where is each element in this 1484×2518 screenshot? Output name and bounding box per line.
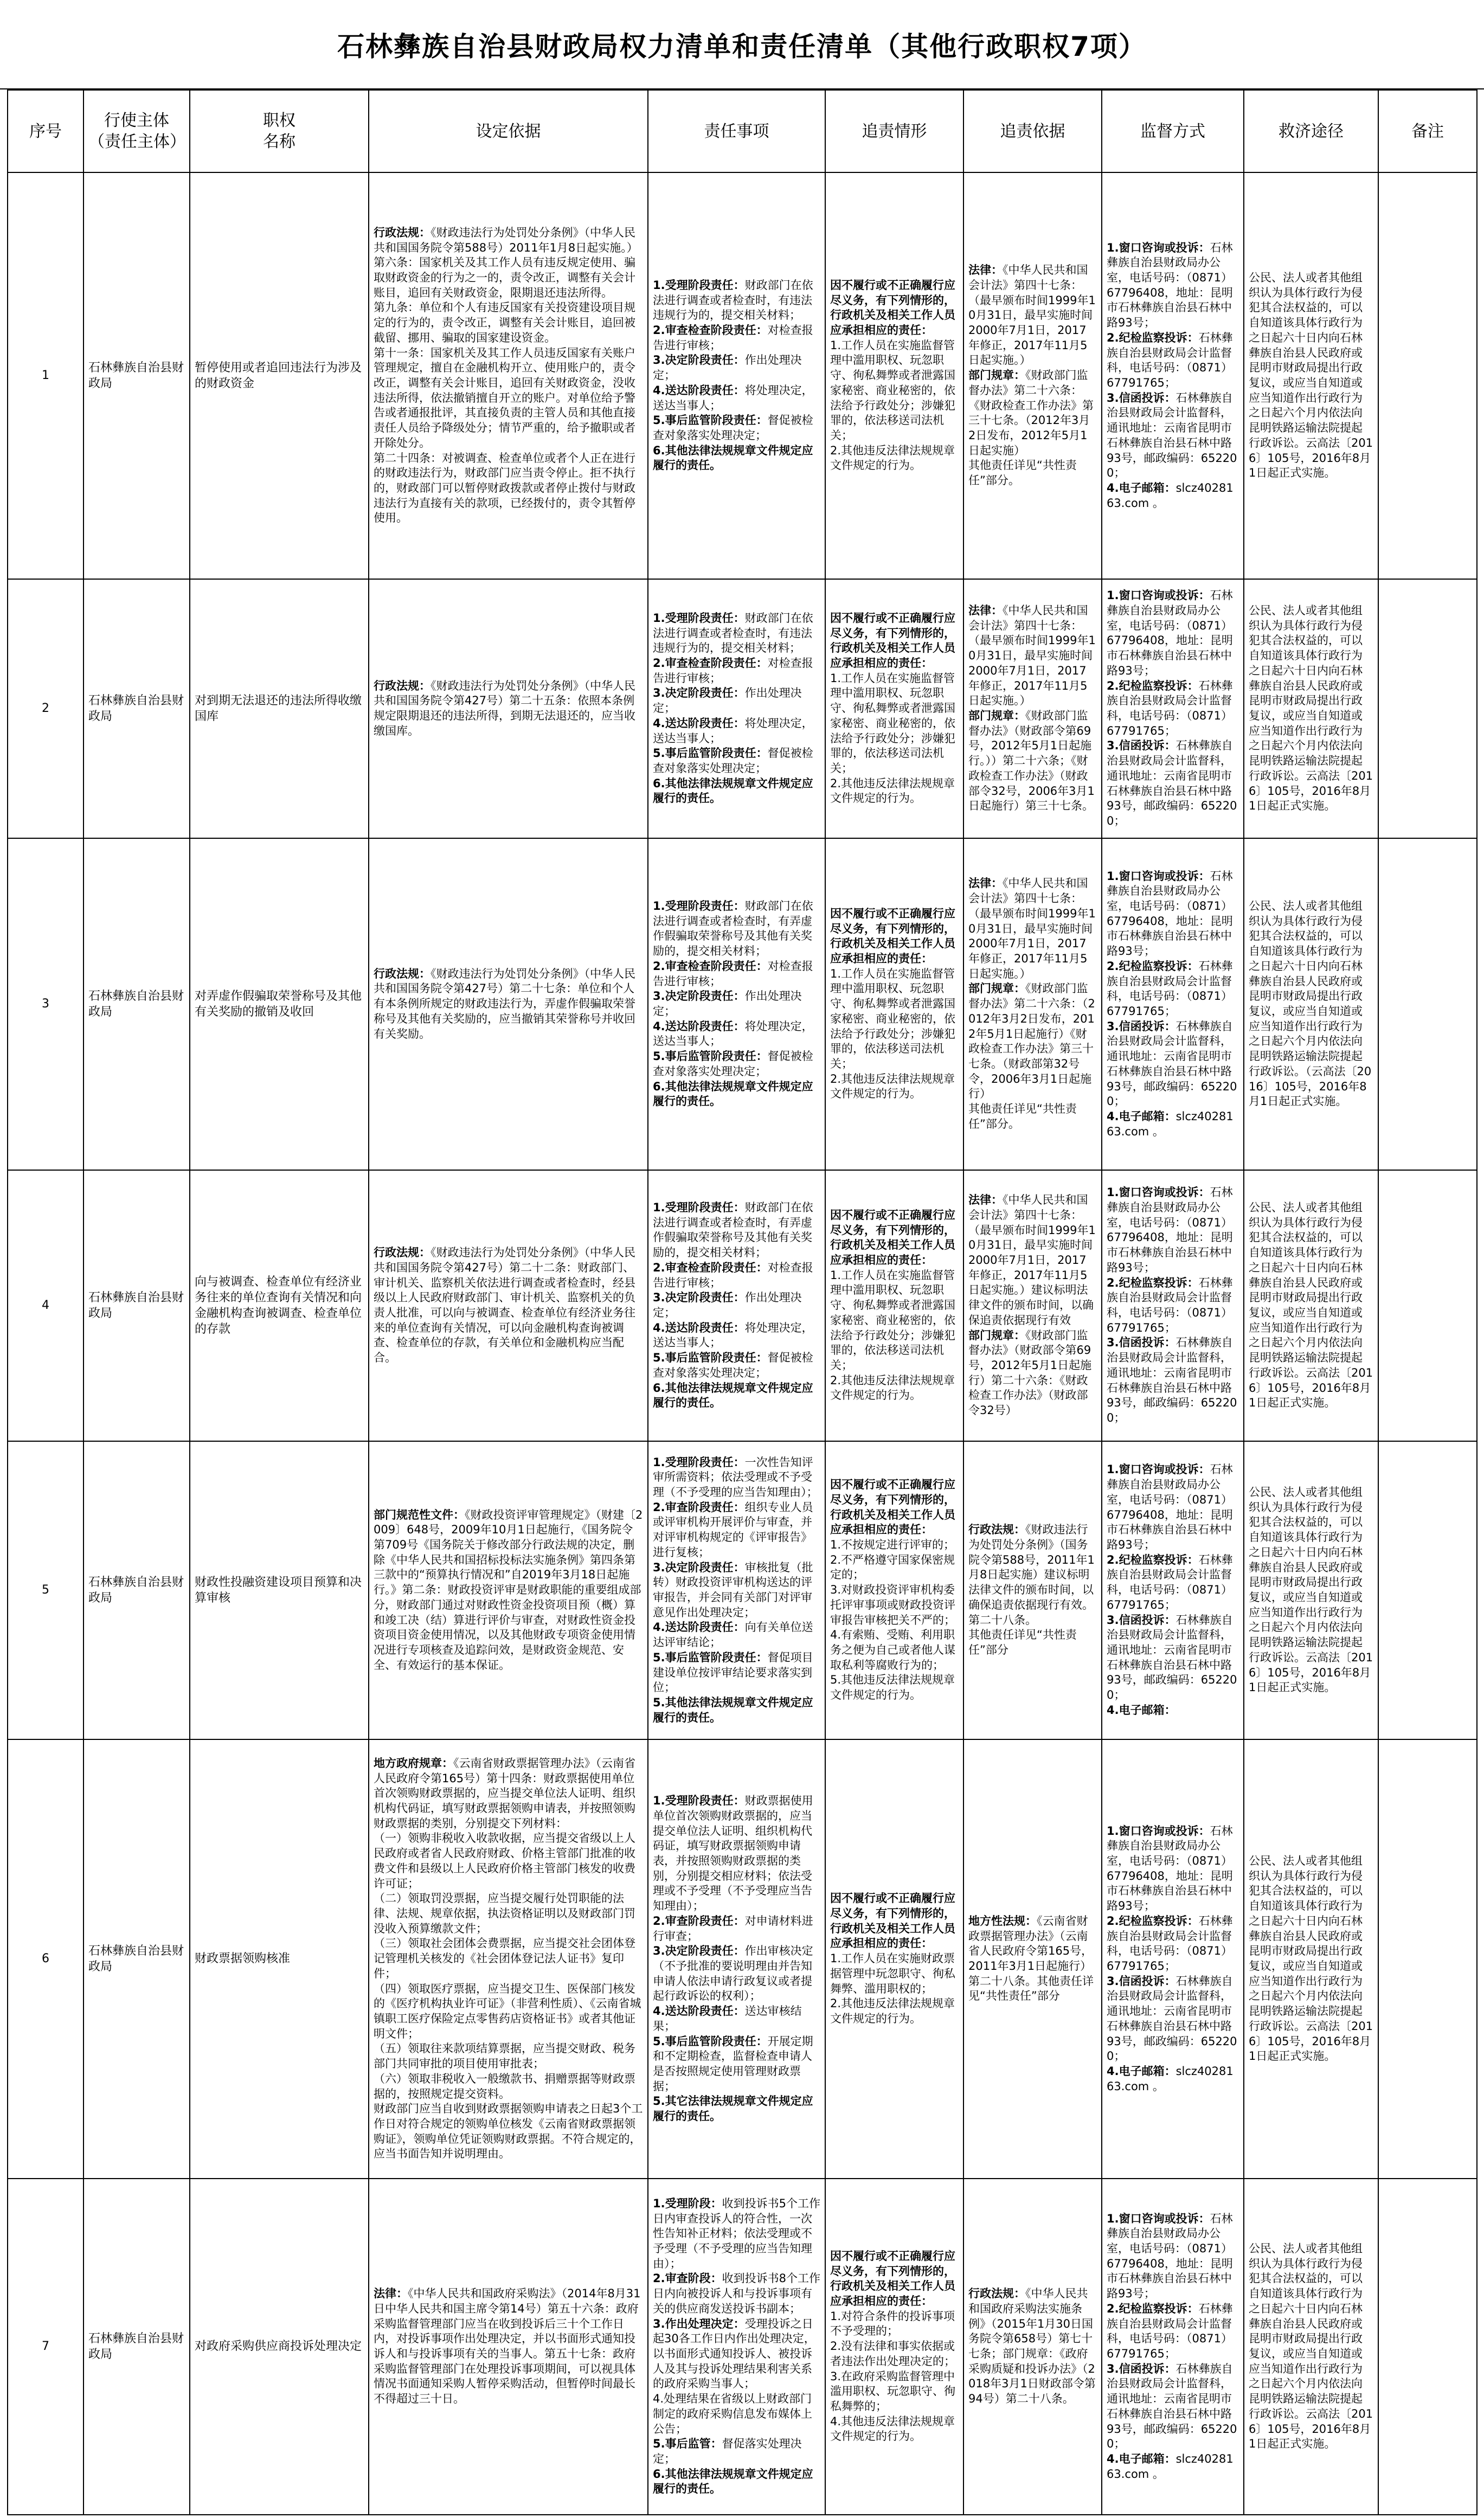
row-accountability-basis-line: 部门规章：《财政部门监督办法》第二十六条：（2012年3月2日发布，2012年5月1日起施行）《财政检查工作办法》第三十七条。（财政部第32号令，2006年3月1日起施行）: [968, 982, 1095, 1101]
row-remedy-line: 公民、法人或者其他组织认为具体行政行为侵犯其合法权益的，可以自知道该具体行政行为之日起六十日内向石林彝族自治县人民政府或昆明市财政局提出行政复议，或应当自知道或应当知道作出行政行为之日起六个月内依法向昆明铁路运输法院提起行政诉讼。云高法〔2016〕105号，2016年8月1日起正式实施。: [1249, 603, 1373, 813]
row-accountability-case-line: 2.其他违反法律法规规章文件规定的行为。: [830, 776, 955, 805]
row-remedy-line: 公民、法人或者其他组织认为具体行政行为侵犯其合法权益的，可以自知道该具体行政行为之日起六十日内向石林彝族自治县人民政府或昆明市财政局提出行政复议，或应当自知道或应当知道作出行政行为之日起六个月内依法向昆明铁路运输法院提起行政诉讼。云高法〔2016〕105号，2016年8月1日起正式实施。: [1249, 1200, 1373, 1410]
row-supervision-line: 3.信函投诉：石林彝族自治县财政局会计监督科，通讯地址：云南省昆明市石林彝族自治县石林中路93号，邮政编码：652200；: [1107, 391, 1237, 480]
row-basis: [369, 579, 648, 838]
row-supervision-line: 3.信函投诉：石林彝族自治县财政局会计监督科，通讯地址：云南省昆明市石林彝族自治县石林中路93号，邮政编码：652200；: [1107, 2362, 1237, 2451]
row-accountability-case: [825, 2179, 963, 2515]
row-responsibility-line: 4.送达阶段责任：将处理决定，送达当事人；: [653, 716, 813, 745]
row-supervision: [1102, 1739, 1244, 2179]
row-power-name: 暂停使用或者追回违法行为涉及的财政资金: [190, 172, 369, 579]
row-responsibility-line: 4.送达阶段责任：将处理决定，送达当事人；: [653, 383, 813, 412]
row-responsibility-line: 1.受理阶段责任：财政部门在依法进行调查或者检查时，有违法违规行为的，提交相关材料；: [653, 278, 813, 322]
row-responsibility-line: 4.处理结果在省级以上财政部门制定的政府采购信息发布媒体上公告；: [653, 2392, 812, 2436]
row-subject: 石林彝族自治县财政局: [83, 1739, 190, 2179]
row-accountability-case: [825, 1739, 963, 2179]
row-responsibility-line: 6.其他法律法规规章文件规定应履行的责任。: [653, 776, 813, 805]
row-supervision-line: 2.纪检监察投诉：石林彝族自治县财政局会计监督科，电话号码：（0871）67791765；: [1107, 2302, 1233, 2360]
table-row: [8, 2179, 1477, 2515]
row-responsibility-line: 6.其他法律法规规章文件规定应履行的责任。: [653, 2467, 813, 2496]
row-index: 5: [8, 1441, 83, 1739]
row-responsibility-line: 2.审查检查阶段责任：对检查报告进行审核；: [653, 959, 813, 988]
row-accountability-case-line: 5.其他违反法律法规规章文件规定的行为。: [830, 1673, 955, 1702]
row-supervision-line: 3.信函投诉：石林彝族自治县财政局会计监督科，通讯地址：云南省昆明市石林彝族自治县石林中路93号，邮政编码：652200；: [1107, 1613, 1237, 1702]
row-remark: [1378, 1170, 1477, 1441]
row-power-name: 财政性投融资建设项目预算和决算审核: [190, 1441, 369, 1739]
row-index: 1: [8, 172, 83, 579]
row-accountability-basis-line: 行政法规：《财政违法行为处罚处分条例》（国务院令第588号，2011年1月8日起实施）建议标明法律文件的颁布时间，以确保追责依据现行有效。第二十八条。: [968, 1523, 1095, 1627]
row-supervision-line: 2.纪检监察投诉：石林彝族自治县财政局会计监督科，电话号码：（0871）67791765；: [1107, 959, 1233, 1018]
row-accountability-case: [825, 172, 963, 579]
page-title: 石林彝族自治县财政局权力清单和责任清单（其他行政职权7项）: [0, 0, 1484, 89]
row-responsibility-line: 5.事后监管阶段责任：督促项目建设单位按评审结论要求落实到位；: [653, 1650, 813, 1694]
row-accountability-case-line: 因不履行或不正确履行应尽义务，有下列情形的，行政机关及相关工作人员应承担相应的责任：: [830, 1892, 955, 1950]
row-accountability-basis-line: 地方性法规：《云南省财政票据管理办法》（云南省人民政府令第165号，2011年3月1日起施行）第二十八条。其他责任详见“共性责任”部分: [968, 1914, 1094, 2003]
row-index: 4: [8, 1170, 83, 1441]
row-basis-line: （六）领取非税收入一般缴款书、捐赠票据等财政票据的，按照规定提交资料。: [374, 2072, 635, 2101]
row-remedy: [1244, 2179, 1378, 2515]
row-accountability-basis-line: 行政法规：《中华人民共和国政府采购法实施条例》（2015年1月30日国务院令第658号）第七十七条；部门规章：《政府采购质疑和投诉办法》（2018年3月1日财政部令第94号）第二十八条。: [968, 2287, 1096, 2406]
row-supervision: [1102, 1441, 1244, 1739]
row-index: 2: [8, 579, 83, 838]
header-row: [8, 90, 1477, 172]
power-list-table: [7, 89, 1477, 2515]
row-responsibility-line: 5.事后监管阶段责任：督促被检查对象落实处理决定；: [653, 1050, 813, 1078]
row-responsibility: [648, 1739, 825, 2179]
row-supervision-line: 2.纪检监察投诉：石林彝族自治县财政局会计监督科，电话号码：（0871）67791765；: [1107, 1553, 1233, 1611]
row-accountability-basis-line: 部门规章：《财政部门监督办法》（财政部令第69号，2012年5月1日起施行。））第二十六条；《财政检查工作办法》（财政部令32号，2006年3月1日起施行）第三十七条。: [968, 709, 1095, 813]
row-accountability-case-line: 2.其他违反法律法规规章文件规定的行为。: [830, 1997, 955, 2026]
row-accountability-case: [825, 838, 963, 1170]
row-responsibility: [648, 1441, 825, 1739]
row-index: 3: [8, 838, 83, 1170]
row-accountability-basis: [963, 2179, 1102, 2515]
row-basis-line: （四）领取医疗票据，应当提交卫生、医保部门核发的《医疗机构执业许可证》（非营利性质）、《云南省城镇职工医疗保险定点零售药店资格证书》或者其他证明文件；: [374, 1982, 641, 2040]
header-seq: 序号: [8, 90, 83, 172]
row-remark: [1378, 1441, 1477, 1739]
row-remedy: [1244, 1739, 1378, 2179]
row-accountability-case-line: 2.其他违反法律法规规章文件规定的行为。: [830, 1072, 955, 1101]
row-remark: [1378, 1739, 1477, 2179]
row-accountability-case-line: 3.在政府采购监督管理中滥用职权、玩忽职守、徇私舞弊的；: [830, 2369, 955, 2413]
header-remedy: 救济途径: [1244, 90, 1378, 172]
row-accountability-basis: [963, 172, 1102, 579]
row-supervision-line: 1.窗口咨询或投诉：石林彝族自治县财政局办公室，电话号码：（0871）67796408，地址：昆明市石林彝族自治县石林中路93号；: [1107, 1824, 1233, 1913]
row-responsibility-line: 4.送达阶段责任：向有关单位送达评审结论；: [653, 1621, 813, 1649]
row-accountability-basis-line: 其他责任详见“共性责任”部分。: [968, 1102, 1077, 1130]
row-supervision-line: 1.窗口咨询或投诉：石林彝族自治县财政局办公室，电话号码：（0871）67796408，地址：昆明市石林彝族自治县石林中路93号；: [1107, 241, 1233, 330]
row-responsibility-line: 1.受理阶段责任：财政部门在依法进行调查或者检查时，有弄虚作假骗取荣誉称号及其他有关奖励的，提交相关材料；: [653, 899, 813, 958]
row-accountability-case-line: 因不履行或不正确履行应尽义务，有下列情形的，行政机关及相关工作人员应承担相应的责任：: [830, 2249, 955, 2308]
row-accountability-case-line: 因不履行或不正确履行应尽义务，有下列情形的，行政机关及相关工作人员应承担相应的责任：: [830, 611, 955, 670]
row-basis-line: （五）领取往来款项结算票据，应当提交财政、税务部门共同审批的项目使用审批表；: [374, 2042, 635, 2071]
row-power-name: 对弄虚作假骗取荣誉称号及其他有关奖励的撤销及收回: [190, 838, 369, 1170]
row-subject: 石林彝族自治县财政局: [83, 579, 190, 838]
row-accountability-basis-line: 法律：《中华人民共和国会计法》第四十七条：（最早颁布时间1999年10月31日，最早实施时间2000年7月1日，2017年修正，2017年11月5日起实施。）: [968, 877, 1096, 980]
row-accountability-case-line: 因不履行或不正确履行应尽义务，有下列情形的，行政机关及相关工作人员应承担相应的责任：: [830, 278, 955, 337]
row-responsibility-line: 3.作出处理决定：受理投诉之日起30各工作日内作出处理决定，以书面形式通知投诉人、被投诉人及其与投诉处理结果利害关系的政府采购当事人；: [653, 2317, 815, 2391]
row-remedy: [1244, 838, 1378, 1170]
row-responsibility-line: 6.其他法律法规规章文件规定应履行的责任。: [653, 444, 813, 472]
row-responsibility-line: 1.受理阶段责任：一次性告知评审所需资料；依法受理或不予受理（不予受理的应当告知理由）；: [653, 1455, 818, 1499]
row-supervision-line: 1.窗口咨询或投诉：石林彝族自治县财政局办公室，电话号码：（0871）67796408，地址：昆明市石林彝族自治县石林中路93号；: [1107, 1463, 1233, 1551]
row-responsibility-line: 4.送达阶段责任：将处理决定，送达当事人；: [653, 1321, 813, 1350]
header-remark: 备注: [1378, 90, 1477, 172]
row-responsibility: [648, 838, 825, 1170]
row-supervision-line: 2.纪检监察投诉：石林彝族自治县财政局会计监督科，电话号码：（0871）67791765；: [1107, 331, 1233, 389]
row-basis: [369, 2179, 648, 2515]
row-accountability-case: [825, 1441, 963, 1739]
row-responsibility-line: 2.审查检查阶段责任：对检查报告进行审核；: [653, 323, 813, 352]
row-responsibility-line: 1.受理阶段责任：财政部门在依法进行调查或者检查时，有弄虚作假骗取荣誉称号及其他有关奖励的，提交相关材料；: [653, 1200, 813, 1260]
header-power-name: 职权 名称: [190, 90, 369, 172]
row-accountability-case-line: 因不履行或不正确履行应尽义务，有下列情形的，行政机关及相关工作人员应承担相应的责任：: [830, 1478, 955, 1537]
row-remedy: [1244, 172, 1378, 579]
row-basis-line: 行政法规：《财政违法行为处罚处分条例》（中华人民共和国国务院令第588号）2011年1月8日起实施。）第六条：国家机关及其工作人员有违反规定使用、骗取财政资金的行为之一的，责令改正，调整有关会计账目，追回有关财政资金，限期退还违法所得。: [374, 226, 638, 299]
row-accountability-basis: [963, 579, 1102, 838]
row-supervision-line: 1.窗口咨询或投诉：石林彝族自治县财政局办公室，电话号码：（0871）67796408，地址：昆明市石林彝族自治县石林中路93号；: [1107, 589, 1233, 677]
row-supervision-line: 2.纪检监察投诉：石林彝族自治县财政局会计监督科，电话号码：（0871）67791765；: [1107, 1276, 1233, 1334]
row-responsibility-line: 3.决定阶段责任：作出处理决定；: [653, 686, 802, 715]
row-responsibility-line: 1.受理阶段责任：财政部门在依法进行调查或者检查时，有违法违规行为的，提交相关材料；: [653, 611, 813, 655]
row-responsibility-line: 4.送达阶段责任：将处理决定，送达当事人；: [653, 1019, 813, 1048]
row-supervision-line: 1.窗口咨询或投诉：石林彝族自治县财政局办公室，电话号码：（0871）67796408，地址：昆明市石林彝族自治县石林中路93号；: [1107, 1186, 1233, 1274]
row-responsibility-line: 5.事后监管阶段责任：督促被检查对象落实处理决定；: [653, 747, 813, 775]
row-basis: [369, 1441, 648, 1739]
row-responsibility-line: 5.事后监管阶段责任：督促被检查对象落实处理决定；: [653, 1351, 813, 1379]
row-supervision-line: 4.电子邮箱：slcz4028163.com 。: [1107, 2065, 1234, 2093]
row-accountability-case-line: 1.工作人员在实施监督管理中滥用职权、玩忽职守、徇私舞弊或者泄露国家秘密、商业秘密的，依法给予行政处分；涉嫌犯罪的，依法移送司法机关；: [830, 671, 955, 775]
row-responsibility-line: 2.审查阶段责任：组织专业人员或评审机构开展评价与审查，并对评审机构规定的《评审报告》进行复核；: [653, 1500, 813, 1559]
row-supervision-line: 4.电子邮箱：slcz4028163.com 。: [1107, 481, 1234, 510]
row-supervision-line: 2.纪检监察投诉：石林彝族自治县财政局会计监督科，电话号码：（0871）67791765；: [1107, 679, 1233, 737]
row-responsibility-line: 2.审查阶段：收到投诉书8个工作日内向被投诉人和与投诉事项有关的供应商发送投诉书副本；: [653, 2272, 820, 2315]
row-accountability-basis-line: 法律：《中华人民共和国会计法》第四十七条：（最早颁布时间1999年10月31日，最早实施时间2000年7月1日，2017年修正，2017年11月5日起实施。）: [968, 603, 1096, 708]
table-row: [8, 838, 1477, 1170]
row-responsibility-line: 5.其它法律法规规章文件规定应履行的责任。: [653, 2095, 813, 2123]
row-power-name: 向与被调查、检查单位有经济业务往来的单位查询有关情况和向金融机构查询被调查、检查单位的存款: [190, 1170, 369, 1441]
row-power-name: 对政府采购供应商投诉处理决定: [190, 2179, 369, 2515]
row-basis-line: 行政法规：《财政违法行为处罚处分条例》（中华人民共和国国务院令第427号）第二十五条：依照本条例规定限期退还的违法所得，到期无法退还的，应当收缴国库。: [374, 679, 635, 737]
row-remedy: [1244, 579, 1378, 838]
row-index: 7: [8, 2179, 83, 2515]
row-accountability-case-line: 2.其他违反法律法规规章文件规定的行为。: [830, 444, 955, 472]
row-accountability-case-line: 3.对财政投资评审机构委托评审事项或财政投资评审报告审核把关不严的；: [830, 1583, 955, 1627]
row-responsibility-line: 2.审查检查阶段责任：对检查报告进行审核；: [653, 656, 813, 685]
row-remedy-line: 公民、法人或者其他组织认为具体行政行为侵犯其合法权益的，可以自知道该具体行政行为之日起六十日内向石林彝族自治县人民政府或昆明市财政局提出行政复议，或应当自知道或应当知道作出行政行为之日起六个月内依法向昆明铁路运输法院提起行政诉讼。云高法〔2016〕105号，2016年8月1日起正式实施。: [1249, 271, 1373, 480]
row-accountability-case-line: 2.其他违反法律法规规章文件规定的行为。: [830, 1373, 955, 1402]
row-responsibility-line: 3.决定阶段责任：作出处理决定；: [653, 1291, 802, 1319]
header-accountability-basis: 追责依据: [963, 90, 1102, 172]
row-responsibility: [648, 172, 825, 579]
row-responsibility: [648, 2179, 825, 2515]
row-supervision-line: 3.信函投诉：石林彝族自治县财政局会计监督科，通讯地址：云南省昆明市石林彝族自治县石林中路93号，邮政编码：652200；: [1107, 1336, 1237, 1425]
row-responsibility: [648, 579, 825, 838]
row-accountability-case-line: 因不履行或不正确履行应尽义务，有下列情形的，行政机关及相关工作人员应承担相应的责任：: [830, 907, 955, 965]
row-supervision-line: 4.电子邮箱：: [1107, 1703, 1176, 1717]
row-accountability-case: [825, 579, 963, 838]
row-responsibility-line: 3.决定阶段责任：审核批复（批转）财政投资评审机构送达的评审报告，并会同有关部门对评审意见作出处理决定；: [653, 1560, 813, 1619]
row-remedy-line: 公民、法人或者其他组织认为具体行政行为侵犯其合法权益的，可以自知道该具体行政行为之日起六十日内向石林彝族自治县人民政府或昆明市财政局提出行政复议，或应当自知道或应当知道作出行政行为之日起六个月内依法向昆明铁路运输法院提起行政诉讼。云高法〔2016〕105号，2016年8月1日起正式实施。: [1249, 1485, 1373, 1694]
row-accountability-case: [825, 1170, 963, 1441]
row-accountability-basis-line: 部门规章：《财政部门监督办法》（财政部令第69号，2012年5月1日起施行）第二十六条：《财政检查工作办法》（财政部令32号）: [968, 1328, 1092, 1417]
row-basis-line: 行政法规：《财政违法行为处罚处分条例》（中华人民共和国国务院令第427号）第二十七条：单位和个人有本条例所规定的财政违法行为，弄虚作假骗取荣誉称号及其他有关奖励的，应当撤销其荣誉称号并收回有关奖励。: [374, 967, 635, 1040]
row-supervision-line: 3.信函投诉：石林彝族自治县财政局会计监督科，通讯地址：云南省昆明市石林彝族自治县石林中路93号，邮政编码：652200；: [1107, 739, 1237, 828]
row-responsibility-line: 3.决定阶段责任：作出审核决定（不予批准的要说明理由并告知申请人依法申请行政复议或者提起行政诉讼的权利）；: [653, 1944, 813, 2003]
row-basis: [369, 838, 648, 1170]
row-accountability-basis-line: 法律：《中华人民共和国会计法》第四十七条：（最早颁布时间1999年10月31日，最早实施时间2000年7月1日，2017年修正，2017年11月5日起实施。）: [968, 264, 1096, 367]
row-responsibility-line: 2.审查检查阶段责任：对检查报告进行审核；: [653, 1261, 813, 1289]
row-remedy: [1244, 1441, 1378, 1739]
row-responsibility-line: 6.其他法律法规规章文件规定应履行的责任。: [653, 1080, 813, 1108]
row-accountability-basis-line: 其他责任详见“共性责任”部分。: [968, 459, 1077, 487]
row-responsibility-line: 5.其他法律法规规章文件规定应履行的责任。: [653, 1696, 813, 1724]
row-supervision: [1102, 579, 1244, 838]
row-accountability-case-line: 2.不严格遵守国家保密规定的；: [830, 1553, 955, 1582]
row-subject: 石林彝族自治县财政局: [83, 172, 190, 579]
row-responsibility-line: 1.受理阶段责任：财政票据使用单位首次领购财政票据的，应当提交单位法人证明、组织机构代码证，填写财政票据领购申请表，并按照领购财政票据的类别，分别提交相应材料；依法受理或不予受理（不予受理应当告知理由）；: [653, 1794, 813, 1913]
row-accountability-case-line: 2.没有法律和事实依据或者违法作出处理决定的；: [830, 2340, 955, 2368]
row-remedy: [1244, 1170, 1378, 1441]
table-row: [8, 1170, 1477, 1441]
row-responsibility-line: 2.审查阶段责任：对申请材料进行审查；: [653, 1914, 813, 1943]
row-responsibility-line: 4.送达阶段责任：送达审核结果；: [653, 2005, 802, 2033]
row-remark: [1378, 579, 1477, 838]
row-basis-line: （一）领购非税收入收款收据，应当提交省级以上人民政府或者省人民政府财政、价格主管部门批准的收费文件和县级以上人民政府价格主管部门核发的收费许可证；: [374, 1832, 635, 1890]
row-subject: 石林彝族自治县财政局: [83, 1441, 190, 1739]
row-accountability-basis: [963, 838, 1102, 1170]
row-basis-line: （三）领取社会团体会费票据，应当提交社会团体登记管理机关核发的《社会团体登记法人证书》复印件；: [374, 1937, 635, 1980]
row-responsibility-line: 3.决定阶段责任：作出处理决定；: [653, 990, 802, 1018]
row-supervision-line: 4.电子邮箱：slcz4028163.com 。: [1107, 2452, 1234, 2481]
row-basis: [369, 1170, 648, 1441]
row-accountability-case-line: 1.对符合条件的投诉事项不予受理的；: [830, 2309, 955, 2338]
row-remedy-line: 公民、法人或者其他组织认为具体行政行为侵犯其合法权益的，可以自知道该具体行政行为之日起六十日内向石林彝族自治县人民政府或昆明市财政局提出行政复议，或应当自知道或应当知道作出行政行为之日起六个月内依法向昆明铁路运输法院提起行政诉讼。（云高法〔2016〕105号，2016年8月1日起正式实施。: [1249, 899, 1372, 1108]
row-supervision-line: 4.电子邮箱：slcz4028163.com 。: [1107, 1110, 1234, 1138]
row-basis-line: 第九条：单位和个人有违反国家有关投资建设项目规定的行为的，责令改正，调整有关会计账目，追回被截留、挪用、骗取的国家建设资金。: [374, 301, 635, 344]
row-basis-line: 法律：《中华人民共和国政府采购法》（2014年8月31日中华人民共和国主席令第14号）第五十六条：政府采购监督管理部门应当在收到投诉后三十个工作日内，对投诉事项作出处理决定，并以书面形式通知投诉人和与投诉事项有关的当事人。第五十七条：政府采购监督管理部门在处理投诉事项期间，可以视具体情况书面通知采购人暂停采购活动，但暂停时间最长不得超过三十日。: [374, 2287, 641, 2406]
row-responsibility-line: 6.其他法律法规规章文件规定应履行的责任。: [653, 1381, 813, 1410]
row-accountability-basis: [963, 1739, 1102, 2179]
row-subject: 石林彝族自治县财政局: [83, 2179, 190, 2515]
row-basis-line: （二）领取罚没票据，应当提交履行处罚职能的法律、法规、规章依据，执法资格证明以及财政部门罚没收入预算缴款文件；: [374, 1892, 635, 1935]
row-index: 6: [8, 1739, 83, 2179]
row-basis-line: 部门规范性文件：《财政投资评审管理规定》（财建〔2009〕648号，2009年10月1日起施行，《国务院令第709号《国务院关于修改部分行政法规的决定，删除《中华人民共和国招标投标法实施条例》第四条第三款中的“预算执行情况和”自2019年3月18日起施行。》第二条：财政投资评审是财政职能的重要组成部分，财政部门通过对财政性资金投资项目预（概）算和竣工决（结）算进行评价与审查，对财政性资金投资项目资金使用情况，以及其他财政专项资金使用情况进行专项核查及追踪问效，是财政资金规范、安全、有效运行的基本保证。: [374, 1508, 643, 1672]
row-responsibility-line: 3.决定阶段责任：作出处理决定；: [653, 354, 802, 382]
row-accountability-case-line: 4.其他违反法律法规规章文件规定的行为。: [830, 2414, 955, 2443]
row-accountability-basis-line: 法律：《中华人民共和国会计法》第四十七条：（最早颁布时间1999年10月31日，最早实施时间2000年7月1日，2017年修正，2017年11月5日起实施。）建议标明法律文件的颁布时间，以确保追责依据现行有效: [968, 1193, 1096, 1327]
row-basis: [369, 1739, 648, 2179]
row-subject: 石林彝族自治县财政局: [83, 838, 190, 1170]
row-accountability-basis: [963, 1170, 1102, 1441]
row-basis-line: 财政部门应当自收到财政票据领购申请表之日起3个工作日对符合规定的领购单位核发《云南省财政票据领购证》，领购单位凭证领购财政票据。不符合规定的，应当书面告知并说明理由。: [374, 2102, 643, 2161]
row-power-name: 对到期无法退还的违法所得收缴国库: [190, 579, 369, 838]
row-basis: [369, 172, 648, 579]
row-accountability-basis: [963, 1441, 1102, 1739]
row-accountability-case-line: 因不履行或不正确履行应尽义务，有下列情形的，行政机关及相关工作人员应承担相应的责任：: [830, 1208, 955, 1267]
row-responsibility: [648, 1170, 825, 1441]
row-accountability-case-line: 1.工作人员在实施财政票据管理中玩忽职守、徇私舞弊、滥用职权的；: [830, 1952, 955, 1995]
row-subject: 石林彝族自治县财政局: [83, 1170, 190, 1441]
header-subject: 行使主体 （责任主体）: [83, 90, 190, 172]
header-responsibility: 责任事项: [648, 90, 825, 172]
table-row: [8, 579, 1477, 838]
row-accountability-case-line: 1.不按规定进行评审的；: [830, 1538, 955, 1551]
row-remedy-line: 公民、法人或者其他组织认为具体行政行为侵犯其合法权益的，可以自知道该具体行政行为之日起六十日内向石林彝族自治县人民政府或昆明市财政局提出行政复议，或应当自知道或应当知道作出行政行为之日起六个月内依法向昆明铁路运输法院提起行政诉讼。云高法〔2016〕105号，2016年8月1日起正式实施。: [1249, 2241, 1373, 2451]
row-supervision-line: 2.纪检监察投诉：石林彝族自治县财政局会计监督科，电话号码：（0871）67791765；: [1107, 1914, 1233, 1973]
row-responsibility-line: 5.事后监管阶段责任：开展定期和不定期检查，监督检查申请人是否按照规定使用管理财政票据；: [653, 2034, 813, 2093]
row-power-name: 财政票据领购核准: [190, 1739, 369, 2179]
row-basis-line: 第二十四条：对被调查、检查单位或者个人正在进行的财政违法行为，财政部门应当责令停止。拒不执行的，财政部门可以暂停财政拨款或者停止拨付与财政违法行为直接有关的款项，已经拨付的，责令其暂停使用。: [374, 451, 635, 525]
row-supervision: [1102, 172, 1244, 579]
row-supervision-line: 3.信函投诉：石林彝族自治县财政局会计监督科，通讯地址：云南省昆明市石林彝族自治县石林中路93号，邮政编码：652200；: [1107, 1974, 1237, 2063]
row-supervision-line: 1.窗口咨询或投诉：石林彝族自治县财政局办公室，电话号码：（0871）67796408，地址：昆明市石林彝族自治县石林中路93号；: [1107, 869, 1233, 958]
row-responsibility-line: 5.事后监管：督促落实处理决定；: [653, 2437, 802, 2466]
row-supervision-line: 1.窗口咨询或投诉：石林彝族自治县财政局办公室，电话号码：（0871）67796408，地址：昆明市石林彝族自治县石林中路93号；: [1107, 2212, 1233, 2301]
row-basis-line: 第十一条：国家机关及其工作人员违反国家有关账户管理规定，擅自在金融机构开立、使用账户的，责令改正，调整有关会计账目，追回有关财政资金，没收违法所得，依法撤销擅自开立的账户。对单位给予警告或者通报批评，其直接负责的主管人员和其他直接责任人员给予降级处分；情节严重的，给予撤职或者开除处分。: [374, 346, 635, 449]
row-basis-line: 地方政府规章：《云南省财政票据管理办法》（云南省人民政府令第165号）第十四条：财政票据使用单位首次领购财政票据的，应当提交单位法人证明、组织机构代码证，填写财政票据领购申请表，并按照领购财政票据的类别，分别提交下列材料：: [374, 1756, 635, 1830]
row-remark: [1378, 172, 1477, 579]
header-supervision: 监督方式: [1102, 90, 1244, 172]
row-supervision: [1102, 838, 1244, 1170]
row-accountability-case-line: 1.工作人员在实施监督管理中滥用职权、玩忽职守、徇私舞弊或者泄露国家秘密、商业秘密的，依法给予行政处分；涉嫌犯罪的，依法移送司法机关；: [830, 1268, 955, 1372]
row-supervision-line: 3.信函投诉：石林彝族自治县财政局会计监督科，通讯地址：云南省昆明市石林彝族自治县石林中路93号，邮政编码：652200；: [1107, 1019, 1237, 1108]
row-supervision: [1102, 2179, 1244, 2515]
row-accountability-basis-line: 其他责任详见“共性责任”部分: [968, 1628, 1077, 1657]
table-row: [8, 1441, 1477, 1739]
row-remedy-line: 公民、法人或者其他组织认为具体行政行为侵犯其合法权益的，可以自知道该具体行政行为之日起六十日内向石林彝族自治县人民政府或昆明市财政局提出行政复议，或应当自知道或应当知道作出行政行为之日起六个月内依法向昆明铁路运输法院提起行政诉讼。云高法〔2016〕105号，2016年8月1日起正式实施。: [1249, 1854, 1373, 2063]
row-remark: [1378, 2179, 1477, 2515]
row-remark: [1378, 838, 1477, 1170]
header-basis: 设定依据: [369, 90, 648, 172]
row-accountability-case-line: 1.工作人员在实施监督管理中滥用职权、玩忽职守、徇私舞弊或者泄露国家秘密、商业秘密的，依法给予行政处分；涉嫌犯罪的，依法移送司法机关；: [830, 338, 955, 442]
row-supervision: [1102, 1170, 1244, 1441]
table-row: [8, 1739, 1477, 2179]
table-row: [8, 172, 1477, 579]
header-accountability-case: 追责情形: [825, 90, 963, 172]
row-responsibility-line: 1.受理阶段：收到投诉书5个工作日内审查投诉人的符合性，一次性告知补正材料；依法受理或不予受理（不予受理的应当告知理由）；: [653, 2196, 820, 2270]
row-basis-line: 行政法规：《财政违法行为处罚处分条例》（中华人民共和国国务院令第427号）第二十二条：财政部门、审计机关、监察机关依法进行调查或者检查时，经县级以上人民政府财政部门、审计机关、监察机关的负责人批准，可以向与被调查、检查单位有经济业务往来的单位查询有关情况，可以向金融机构查询被调查、检查单位的存款，有关单位和金融机构应当配合。: [374, 1246, 635, 1365]
row-accountability-case-line: 1.工作人员在实施监督管理中滥用职权、玩忽职守、徇私舞弊或者泄露国家秘密、商业秘密的，依法给予行政处分；涉嫌犯罪的，依法移送司法机关；: [830, 967, 955, 1071]
row-accountability-case-line: 4.有索贿、受贿、利用职务之便为自己或者他人谋取私利等腐败行为的；: [830, 1628, 955, 1672]
row-accountability-basis-line: 部门规章：《财政部门监督办法》第二十六条：《财政检查工作办法》第三十七条。（2012年3月2日发布，2012年5月1日起实施）: [968, 369, 1094, 457]
row-responsibility-line: 5.事后监管阶段责任：督促被检查对象落实处理决定；: [653, 414, 813, 442]
